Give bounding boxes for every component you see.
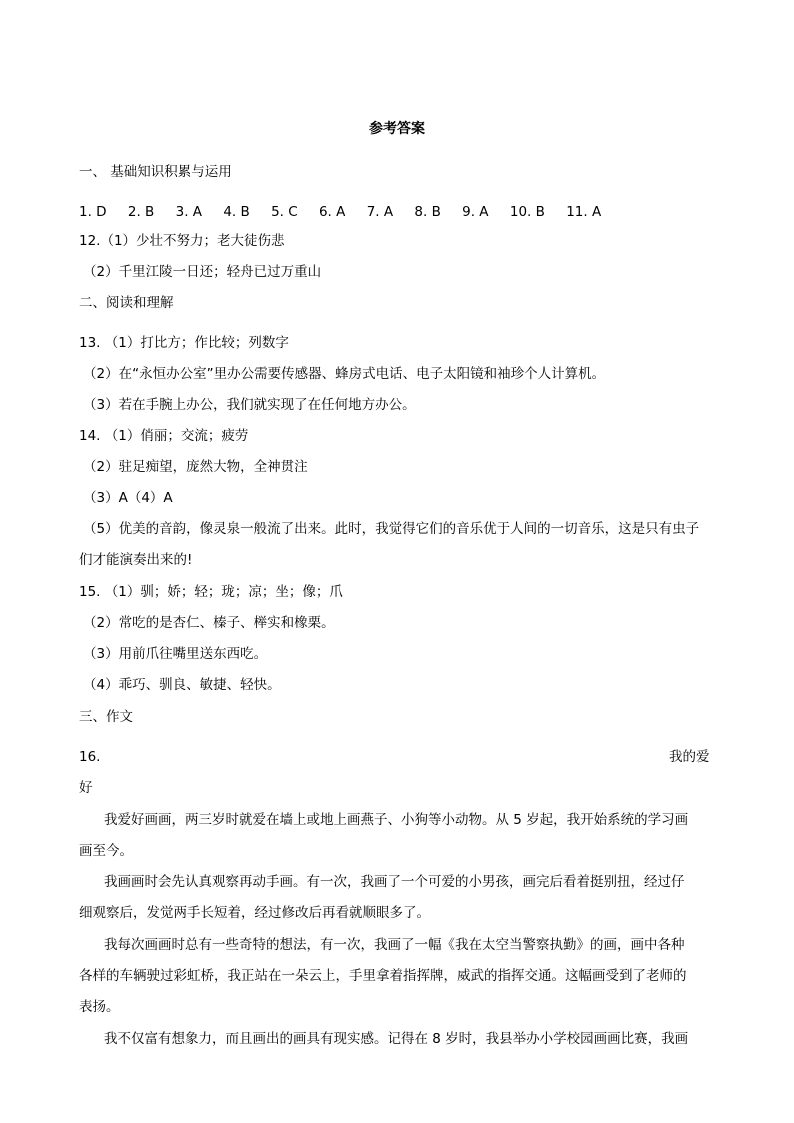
q15-answer-2: （2）常吃的是杏仁、榛子、榉实和橡栗。 <box>83 615 335 631</box>
mcq-answer: 7. A <box>366 204 394 220</box>
mcq-answer: 11. A <box>566 204 602 220</box>
essay-paragraph-2-line2: 细观察后，发觉两手长短着，经过修改后再看就顺眼多了。 <box>79 905 430 921</box>
q14-answer-1: 14. （1）俏丽；交流；疲劳 <box>79 428 249 444</box>
q15-answer-4: （4）乖巧、驯良、敏捷、轻快。 <box>83 677 281 693</box>
q12-answer-1: 12.（1）少壮不努力；老大徒伤悲 <box>79 233 285 249</box>
q12-answer-2: （2）千里江陵一日还；轻舟已过万重山 <box>83 264 322 280</box>
q13-answer-2: （2）在“永恒办公室”里办公需要传感器、蜂房式电话、电子太阳镜和袖珍个人计算机。 <box>83 366 606 382</box>
mcq-answer: 8. B <box>414 204 441 220</box>
mcq-answer: 5. C <box>271 204 298 220</box>
q14-answer-3: （3）A（4）A <box>83 490 173 506</box>
essay-paragraph-1-line2: 画至今。 <box>79 843 133 859</box>
mcq-answer: 2. B <box>127 204 155 220</box>
q13-answer-3: （3）若在手腕上办公，我们就实现了在任何地方办公。 <box>83 397 416 413</box>
mcq-answers <box>79 202 601 222</box>
q14-answer-5-line2: 们才能演奏出来的! <box>79 552 193 568</box>
mcq-answer: 10. B <box>509 204 545 220</box>
q14-answer-2: （2）驻足痴望，庞然大物，全神贯注 <box>83 459 308 475</box>
q15-answer-3: （3）用前爪往嘴里送东西吃。 <box>83 646 268 662</box>
essay-paragraph-3-line2: 各样的车辆驶过彩虹桥，我正站在一朵云上，手里拿着指挥牌，威武的指挥交通。这幅画受到了老师的 <box>79 968 687 984</box>
q13-answer-1: 13. （1）打比方；作比较；列数字 <box>79 335 289 351</box>
essay-paragraph-2-line1: 我画画时会先认真观察再动手画。有一次，我画了一个可爱的小男孩，画完后看着挺别扭，经过仔 <box>104 874 685 890</box>
section-heading-basic: 一、 基础知识积累与运用 <box>79 164 232 180</box>
mcq-answer: 3. A <box>175 204 203 220</box>
essay-paragraph-4-line1: 我不仅富有想象力，而且画出的画具有现实感。记得在 8 岁时，我县举办小学校园画画比赛，我画 <box>104 1031 689 1047</box>
mcq-answer: 1. D <box>79 204 107 220</box>
q16-number: 16. <box>79 749 101 765</box>
mcq-answer: 6. A <box>318 204 346 220</box>
q15-answer-1: 15. （1）驯；娇；轻；珑；凉；坐；像；爪 <box>79 584 343 600</box>
page-title: 参考答案 <box>369 121 425 137</box>
section-heading-essay: 三、作文 <box>79 709 133 725</box>
essay-title-part2: 好 <box>79 780 93 796</box>
essay-title-part1: 我的爱 <box>669 749 710 765</box>
q14-answer-5-line1: （5）优美的音韵，像灵泉一般流了出来。此时，我觉得它们的音乐优于人间的一切音乐，这是只有虫子 <box>83 521 700 537</box>
essay-paragraph-1-line1: 我爱好画画，两三岁时就爱在墙上或地上画燕子、小狗等小动物。从 5 岁起，我开始系统的学习画 <box>104 812 689 828</box>
section-heading-reading: 二、阅读和理解 <box>79 295 174 311</box>
mcq-answer: 9. A <box>462 204 489 220</box>
essay-paragraph-3-line3: 表扬。 <box>79 999 120 1015</box>
mcq-answer: 4. B <box>223 204 250 220</box>
essay-paragraph-3-line1: 我每次画画时总有一些奇特的想法，有一次，我画了一幅《我在太空当警察执勤》的画，画中各种 <box>104 937 685 953</box>
